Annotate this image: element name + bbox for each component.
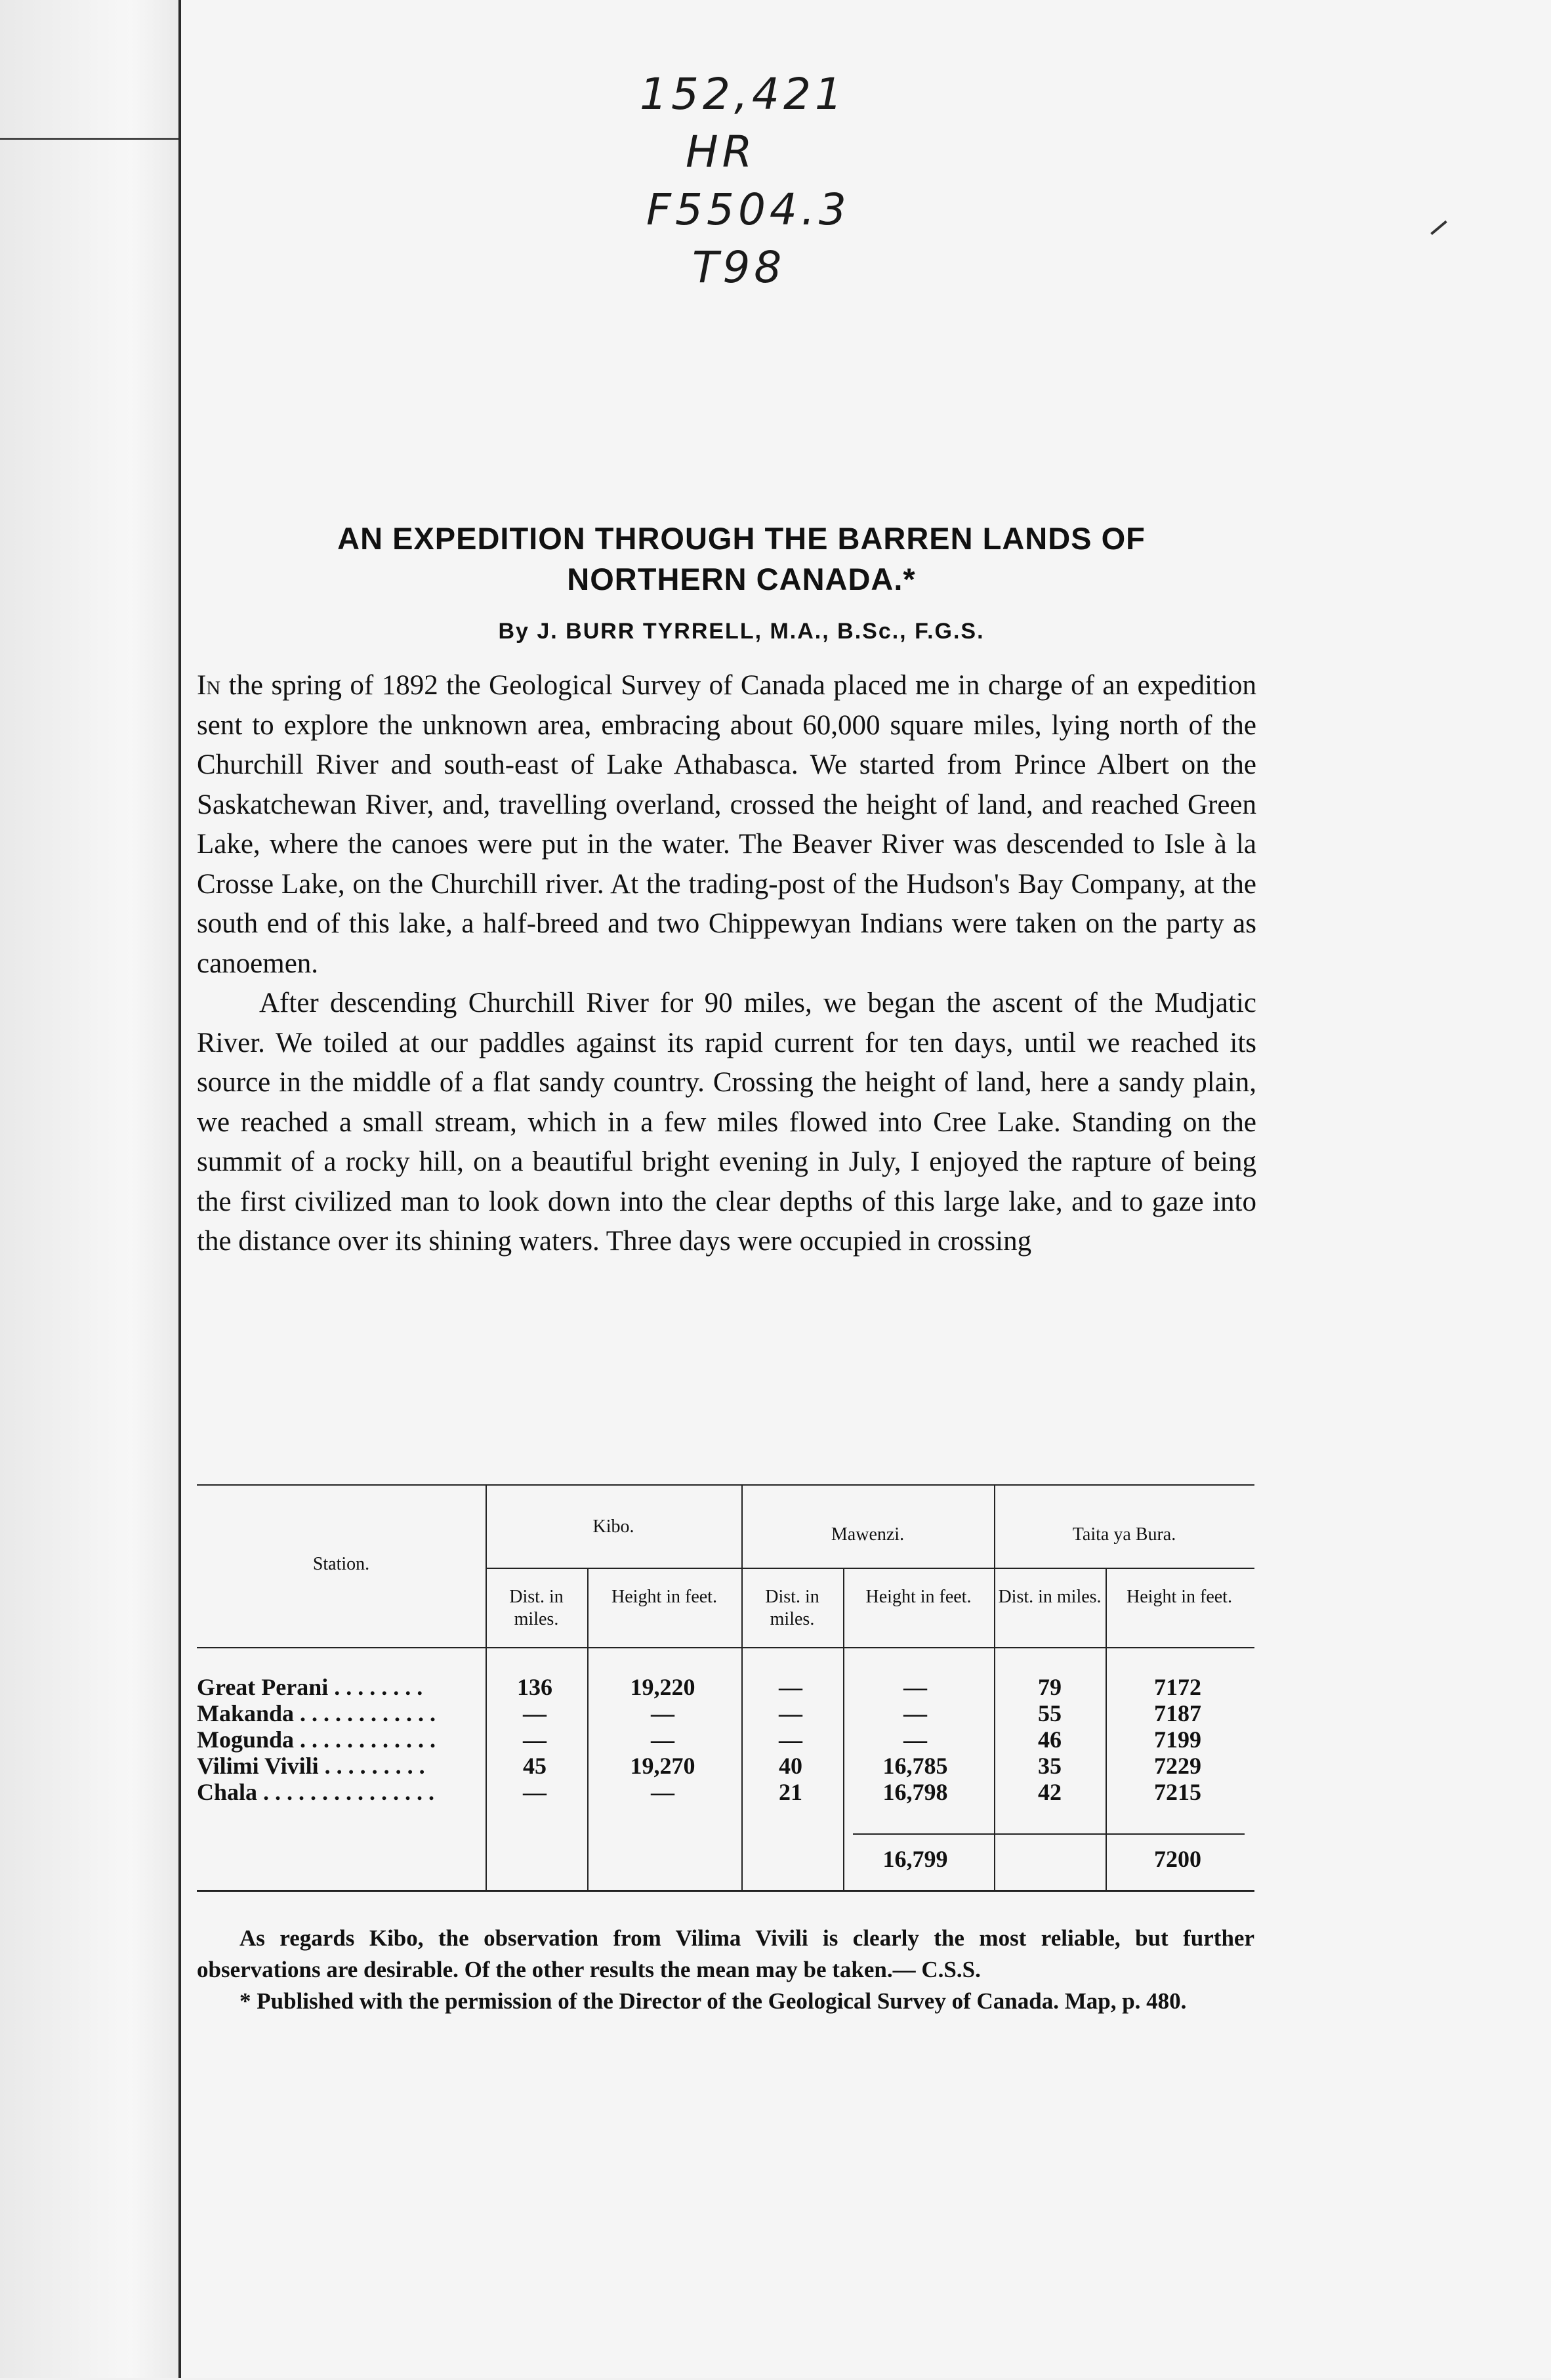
paragraph-1 xyxy=(197,666,1256,984)
mawenzi-dist-header: Dist. in miles. xyxy=(765,1587,819,1629)
kibo-dist: 45 xyxy=(523,1753,547,1779)
kibo-dist: 136 xyxy=(517,1674,552,1700)
mawenzi-dist: — xyxy=(779,1674,802,1700)
kibo-height: 19,270 xyxy=(630,1753,695,1779)
table-row xyxy=(197,1727,1254,1752)
table-note: As regards Kibo, the observation from Vilima Vivili is clearly the most reliable, but further observations are desirable. Of the other results the mean may be taken.— C.S.S. xyxy=(197,1925,1254,1982)
taita-header: Taita ya Bura. xyxy=(1072,1524,1176,1545)
catalog-class: F5504.3 xyxy=(646,184,850,235)
kibo-dist: — xyxy=(523,1779,547,1805)
author-line: By J. BURR TYRRELL, M.A., B.Sc., F.G.S. xyxy=(498,619,985,644)
taita-height: 7172 xyxy=(1154,1674,1201,1700)
catalog-number: 152,421 xyxy=(640,69,846,119)
lead-word: In xyxy=(197,670,220,701)
mawenzi-dist: — xyxy=(779,1700,802,1726)
station-name: Chala . . . . . . . . . . . . . . . xyxy=(197,1779,435,1805)
mawenzi-dist: 40 xyxy=(779,1753,802,1779)
kibo-height: — xyxy=(651,1700,674,1726)
title-line-1: AN EXPEDITION THROUGH THE BARREN LANDS OF xyxy=(337,521,1146,556)
footnotes xyxy=(197,1923,1254,2017)
mawenzi-dist: 21 xyxy=(779,1779,802,1805)
kibo-dist: — xyxy=(523,1700,547,1726)
table-row xyxy=(197,1780,1254,1805)
kibo-dist-header: Dist. in miles. xyxy=(509,1587,564,1629)
taita-mean: 7200 xyxy=(1154,1846,1201,1872)
header-bottom-rule xyxy=(197,1647,1254,1648)
mawenzi-height: — xyxy=(903,1726,927,1753)
station-header: Station. xyxy=(312,1554,370,1574)
taita-dist: 55 xyxy=(1038,1700,1062,1726)
kibo-height: 19,220 xyxy=(630,1674,695,1700)
kibo-dist: — xyxy=(523,1726,547,1753)
table-top-rule xyxy=(197,1484,1254,1486)
handwritten-catalog-note xyxy=(640,66,915,297)
mean-rule xyxy=(853,1833,1245,1835)
catalog-cutter: T98 xyxy=(692,242,786,293)
paragraph-1-text: the spring of 1892 the Geological Survey of Canada placed me in charge of an expedition sent to explore the unknown area, embracing about 60,000 square miles, lying north of the Churchill River and south-east of Lake Athabasca. We started from Prince Albert on the Saskatchewan River, and, travelling overland, crossed the height of land, and reached Green Lake, where the canoes were put in the water. The Beaver River was descended to Isle à la Crosse Lake, on the Churchill river. At the trading-post of the Hudson's Bay Company, at the south end of this lake, a half-breed and two Chippewyan Indians were taken on the party as canoemen. xyxy=(197,670,1256,979)
taita-dist: 79 xyxy=(1038,1674,1062,1700)
taita-height: 7199 xyxy=(1154,1726,1201,1753)
catalog-prefix: HR xyxy=(686,127,756,177)
taita-dist: 46 xyxy=(1038,1726,1062,1753)
station-name: Vilimi Vivili . . . . . . . . . xyxy=(197,1753,425,1779)
station-name: Mogunda . . . . . . . . . . . . xyxy=(197,1726,436,1753)
taita-height: 7215 xyxy=(1154,1779,1201,1805)
mawenzi-mean: 16,799 xyxy=(882,1846,948,1872)
taita-height-header: Height in feet. xyxy=(1127,1587,1232,1607)
mawenzi-height: 16,798 xyxy=(882,1779,948,1805)
taita-height: 7229 xyxy=(1154,1753,1201,1779)
table-bottom-rule xyxy=(197,1890,1254,1892)
facing-page-edge xyxy=(0,138,187,2380)
kibo-header: Kibo. xyxy=(592,1516,634,1537)
article-title xyxy=(289,518,1194,600)
kibo-height-header: Height in feet. xyxy=(611,1587,717,1607)
title-line-2: NORTHERN CANADA.* xyxy=(567,562,916,596)
article-body xyxy=(197,666,1256,1262)
paragraph-2: After descending Churchill River for 90 miles, we began the ascent of the Mudjatic River. We toiled at our paddles against its rapid current for ten days, until we reached its source in the middle of a flat sandy country. Crossing the height of land, here a sandy plain, we reached a small stream, which in a few miles flowed into Cree Lake. Standing on the summit of a rocky hill, on a beautiful bright evening in July, I enjoyed the rapture of being the first civilized man to look down into the clear depths of this large lake, and to gaze into the distance over its shining waters. Three days were occupied in crossing xyxy=(197,988,1256,1257)
mawenzi-header: Mawenzi. xyxy=(831,1524,905,1545)
group-header-rule xyxy=(486,1568,1254,1569)
table-row xyxy=(197,1701,1254,1726)
mawenzi-height: 16,785 xyxy=(882,1753,948,1779)
table-row xyxy=(197,1675,1254,1700)
mawenzi-height: — xyxy=(903,1674,927,1700)
mawenzi-height: — xyxy=(903,1700,927,1726)
observation-table xyxy=(197,1484,1254,1911)
margin-mark xyxy=(1430,220,1447,235)
table-row xyxy=(197,1753,1254,1778)
taita-height: 7187 xyxy=(1154,1700,1201,1726)
taita-dist: 42 xyxy=(1038,1779,1062,1805)
mawenzi-height-header: Height in feet. xyxy=(865,1587,972,1607)
kibo-height: — xyxy=(651,1779,674,1805)
station-name: Makanda . . . . . . . . . . . . xyxy=(197,1700,436,1726)
publication-footnote: * Published with the permission of the Director of the Geological Survey of Canada. Map, p. 480. xyxy=(239,1988,1187,2014)
taita-dist-header: Dist. in miles. xyxy=(998,1587,1102,1607)
taita-dist: 35 xyxy=(1038,1753,1062,1779)
kibo-height: — xyxy=(651,1726,674,1753)
station-name: Great Perani . . . . . . . . xyxy=(197,1674,423,1700)
mawenzi-dist: — xyxy=(779,1726,802,1753)
